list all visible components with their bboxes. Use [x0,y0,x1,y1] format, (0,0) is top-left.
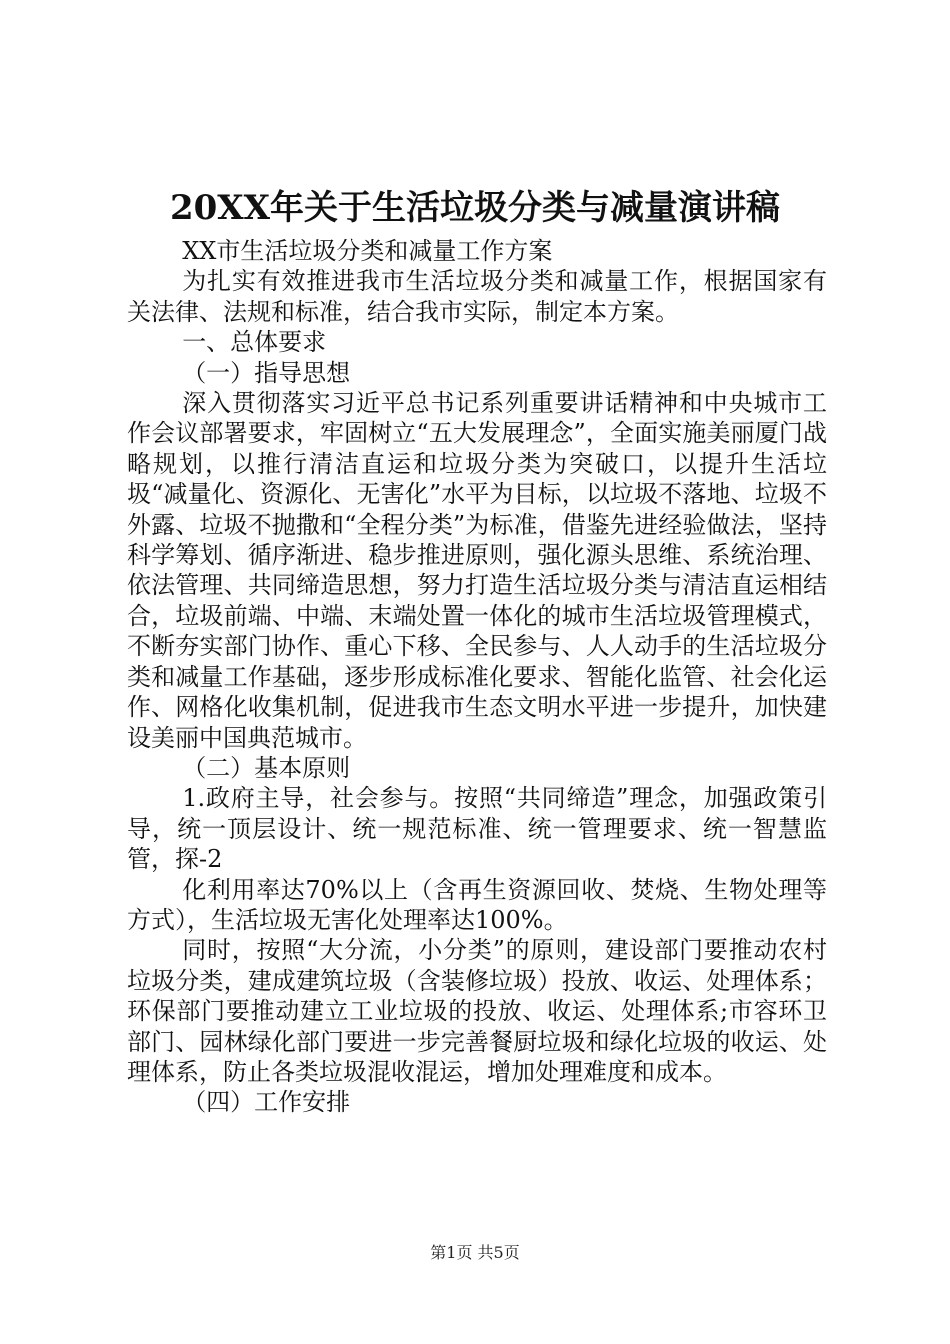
subsection-heading-guiding: （一）指导思想 [182,358,351,387]
paragraph-diversion: 同时，按照“大分流，小分类”的原则，建设部门要推动农村垃圾分类，建成建筑垃圾（含装修垃圾）投放、收运、处理体系；环保部门要推动建立工业垃圾的投放、收运、处理体系;市容环卫部门、园林绿化部门要进一步完善餐厨垃圾和绿化垃圾的收运、处理体系，防止各类垃圾混收混运，增加处理难度和成本。 [127,936,827,1086]
section-heading-general: 一、总体要求 [182,328,327,357]
page-footer: 第1页 共5页 [430,1243,520,1262]
subsection-heading-principles: （二）基本原则 [182,753,351,782]
paragraph-intro: 为扎实有效推进我市生活垃圾分类和减量工作，根据国家有关法律、法规和标准，结合我市实际，制定本方案。 [127,267,827,326]
paragraph-utilization: 化利用率达70%以上（含再生资源回收、焚烧、生物处理等方式），生活垃圾无害化处理率达100%。 [127,875,827,934]
document-body [127,236,827,1118]
subsection-heading-arrangement: （四）工作安排 [182,1088,351,1117]
paragraph-guiding: 深入贯彻落实习近平总书记系列重要讲话精神和中央城市工作会议部署要求，牢固树立“五大发展理念”，全面实施美丽厦门战略规划，以推行清洁直运和垃圾分类为突破口，以提升生活垃圾“减量化、资源化、无害化”水平为目标，以垃圾不落地、垃圾不外露、垃圾不抛撒和“全程分类”为标准，借鉴先进经验做法，坚持科学筹划、循序渐进、稳步推进原则，强化源头思维、系统治理、依法管理、共同缔造思想，努力打造生活垃圾分类与清洁直运相结合，垃圾前端、中端、末端处置一体化的城市生活垃圾管理模式，不断夯实部门协作、重心下移、全民参与、人人动手的生活垃圾分类和减量工作基础，逐步形成标准化要求、智能化监管、社会化运作、网格化收集机制，促进我市生态文明水平进一步提升，加快建设美丽中国典范城市。 [127,389,827,752]
paragraph-principle-1: 1.政府主导，社会参与。按照“共同缔造”理念，加强政策引导，统一顶层设计、统一规范标准、统一管理要求、统一智慧监管，探-2 [127,784,827,874]
section-heading-plan: XX市生活垃圾分类和减量工作方案 [182,237,553,265]
document-title: 20XX年关于生活垃圾分类与减量演讲稿 [169,188,781,228]
